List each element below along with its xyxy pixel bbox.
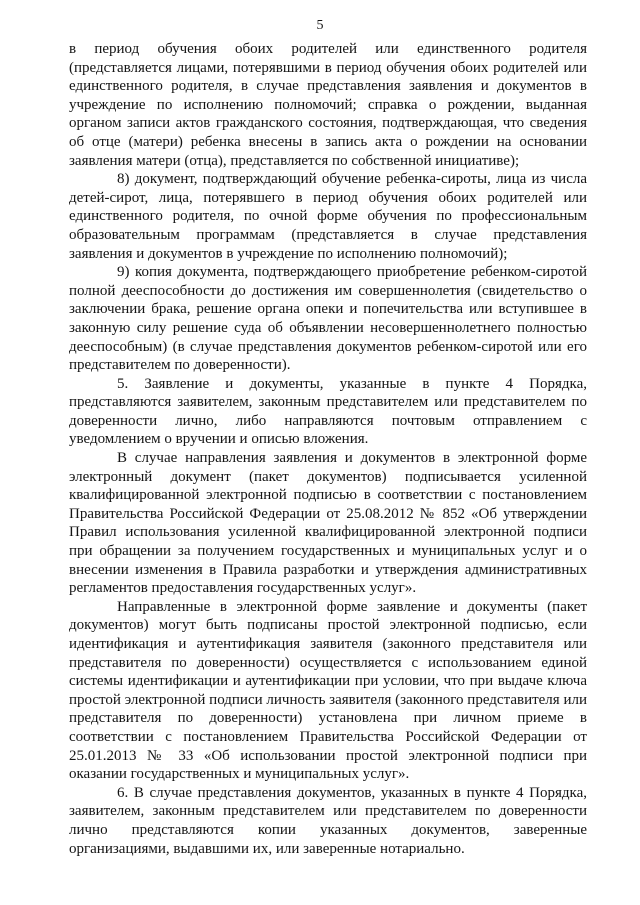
paragraph-clause-5: 5. Заявление и документы, указанные в пункте 4 Порядка, представляются заявителем, законным представителем или представителем по доверенности лично, либо направляются почтовым отправлением с уведомлением о вручении и описью вложения. — [69, 375, 587, 448]
paragraph-electronic-submission: В случае направления заявления и документов в электронной форме электронный документ (пакет документов) подписывается усиленной квалифицированной электронной подписью в соответствии с постановлением Правительства Российской Федерации от 25.08.2012 № 852 «Об утверждении Правил использования усиленной квалифицированной электронной подписи при обращении за получением государственных и муниципальных услуг и о внесении изменения в Правила разработки и утверждения административных регламентов предоставления государственных услуг». — [69, 450, 587, 597]
page-number: 5 — [316, 18, 324, 33]
paragraph-clause-6: 6. В случае представления документов, указанных в пункте 4 Порядка, заявителем, законным представителем или представителем по доверенности лично представляются копии указанных документов, заверенные организациями, выдавшими их, или заверенные нотариально. — [69, 784, 587, 857]
paragraph-simple-signature: Направленные в электронной форме заявление и документы (пакет документов) могут быть подписаны простой электронной подписью, если идентификация и аутентификация заявителя (законного представителя или представителя по доверенности) осуществляется с использованием единой системы идентификации и аутентификации при условии, что при выдаче ключа простой электронной подписи личность заявителя (законного представителя или представителя по доверенности) установлена при личном приеме в соответствии с постановлением Правительства Российской Федерации от 25.01.2013 № 33 «Об использовании простой электронной подписи при оказании государственных и муниципальных услуг». — [69, 598, 587, 783]
paragraph-item-8: 8) документ, подтверждающий обучение ребенка-сироты, лица из числа детей-сирот, лица, потерявшего в период обучения обоих родителей или единственного родителя, по очной форме обучения по профессиональным образовательным программам (представляется в случае представления заявления и документов в учреждение по исполнению полномочий); — [69, 171, 587, 262]
document-body — [69, 40, 587, 858]
paragraph-item-9: 9) копия документа, подтверждающего приобретение ребенком-сиротой полной дееспособности до достижения им совершеннолетия (свидетельство о заключении брака, решение органа опеки и попечительства или вступившее в законную силу решение суда об объявлении несовершеннолетнего полностью дееспособным) (в случае представления документов ребенком-сиротой или его представителем по доверенности). — [69, 264, 587, 374]
paragraph-continuation: в период обучения обоих родителей или единственного родителя (представляется лицами, потерявшими в период обучения обоих родителей или единственного родителя, в случае представления заявления и документов в учреждение по исполнению полномочий; справка о рождении, выданная органом записи актов гражданского состояния, подтверждающая, что сведения об отце (матери) ребенка внесены в запись акта о рождении на основании заявления матери (отца), представляется по собственной инициативе); — [69, 41, 587, 169]
